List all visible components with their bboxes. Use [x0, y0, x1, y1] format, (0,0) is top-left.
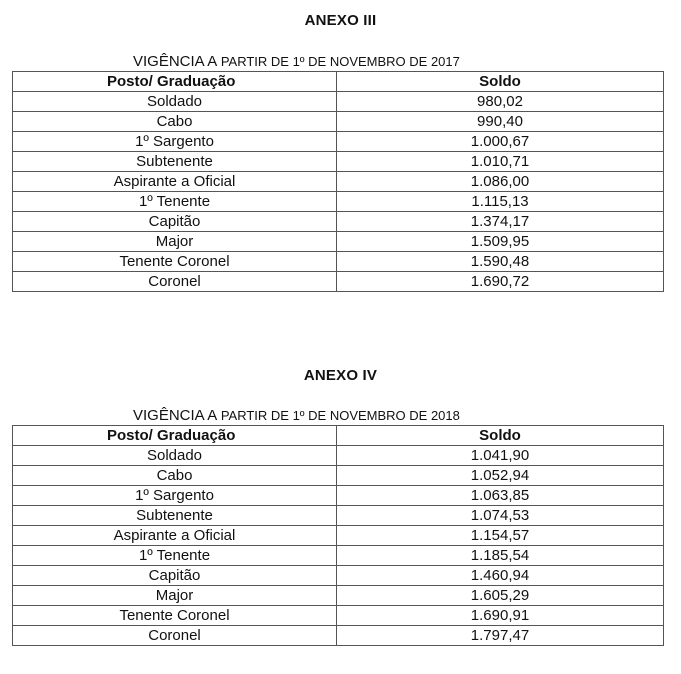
annex-iv-table — [12, 425, 664, 646]
rank-cell: Tenente Coronel — [13, 252, 337, 272]
soldo-cell: 1.374,17 — [337, 212, 664, 232]
table-header-row — [13, 426, 664, 446]
vigencia-rest: PARTIR DE 1º DE NOVEMBRO DE 2017 — [217, 54, 460, 69]
table-row — [13, 272, 664, 292]
table-row — [13, 232, 664, 252]
soldo-cell: 1.690,91 — [337, 606, 664, 626]
table-row — [13, 586, 664, 606]
table-row — [13, 486, 664, 506]
rank-cell: 1º Sargento — [13, 132, 337, 152]
soldo-cell: 990,40 — [337, 112, 664, 132]
rank-cell: 1º Tenente — [13, 192, 337, 212]
soldo-cell: 1.605,29 — [337, 586, 664, 606]
column-header-soldo: Soldo — [337, 426, 664, 446]
soldo-cell: 1.154,57 — [337, 526, 664, 546]
annex-iii-table — [12, 71, 664, 292]
table-row — [13, 132, 664, 152]
rank-cell: Coronel — [13, 626, 337, 646]
table-row — [13, 606, 664, 626]
annex-iii-vigencia — [133, 53, 460, 70]
soldo-cell: 1.052,94 — [337, 466, 664, 486]
soldo-cell: 1.063,85 — [337, 486, 664, 506]
soldo-cell: 1.115,13 — [337, 192, 664, 212]
annex-iv-vigencia — [133, 407, 460, 424]
rank-cell: Cabo — [13, 466, 337, 486]
annex-iii-title: ANEXO III — [304, 12, 377, 29]
table-row — [13, 172, 664, 192]
rank-cell: Coronel — [13, 272, 337, 292]
table-row — [13, 252, 664, 272]
rank-cell: Major — [13, 232, 337, 252]
soldo-cell: 1.460,94 — [337, 566, 664, 586]
rank-cell: Aspirante a Oficial — [13, 172, 337, 192]
table-row — [13, 466, 664, 486]
soldo-cell: 1.010,71 — [337, 152, 664, 172]
rank-cell: Cabo — [13, 112, 337, 132]
soldo-cell: 1.509,95 — [337, 232, 664, 252]
table-row — [13, 192, 664, 212]
table-row — [13, 152, 664, 172]
table-row — [13, 446, 664, 466]
table-row — [13, 566, 664, 586]
table-row — [13, 92, 664, 112]
column-header-soldo: Soldo — [337, 72, 664, 92]
table-row — [13, 526, 664, 546]
rank-cell: Tenente Coronel — [13, 606, 337, 626]
soldo-cell: 1.000,67 — [337, 132, 664, 152]
rank-cell: 1º Tenente — [13, 546, 337, 566]
column-header-posto: Posto/ Graduação — [13, 72, 337, 92]
table-row — [13, 212, 664, 232]
vigencia-prefix: VIGÊNCIA A — [133, 407, 218, 424]
soldo-cell: 1.590,48 — [337, 252, 664, 272]
rank-cell: Aspirante a Oficial — [13, 526, 337, 546]
table-row — [13, 112, 664, 132]
soldo-cell: 1.185,54 — [337, 546, 664, 566]
soldo-cell: 1.041,90 — [337, 446, 664, 466]
rank-cell: Capitão — [13, 212, 337, 232]
soldo-cell: 1.086,00 — [337, 172, 664, 192]
vigencia-prefix: VIGÊNCIA A — [133, 53, 218, 70]
table-row — [13, 626, 664, 646]
annex-iv-title: ANEXO IV — [303, 367, 378, 384]
column-header-posto: Posto/ Graduação — [13, 426, 337, 446]
vigencia-rest: PARTIR DE 1º DE NOVEMBRO DE 2018 — [217, 408, 460, 423]
rank-cell: 1º Sargento — [13, 486, 337, 506]
rank-cell: Subtenente — [13, 506, 337, 526]
table-row — [13, 506, 664, 526]
table-header-row — [13, 72, 664, 92]
soldo-cell: 1.690,72 — [337, 272, 664, 292]
rank-cell: Subtenente — [13, 152, 337, 172]
rank-cell: Capitão — [13, 566, 337, 586]
soldo-cell: 1.074,53 — [337, 506, 664, 526]
rank-cell: Soldado — [13, 92, 337, 112]
rank-cell: Major — [13, 586, 337, 606]
table-row — [13, 546, 664, 566]
soldo-cell: 980,02 — [337, 92, 664, 112]
rank-cell: Soldado — [13, 446, 337, 466]
soldo-cell: 1.797,47 — [337, 626, 664, 646]
